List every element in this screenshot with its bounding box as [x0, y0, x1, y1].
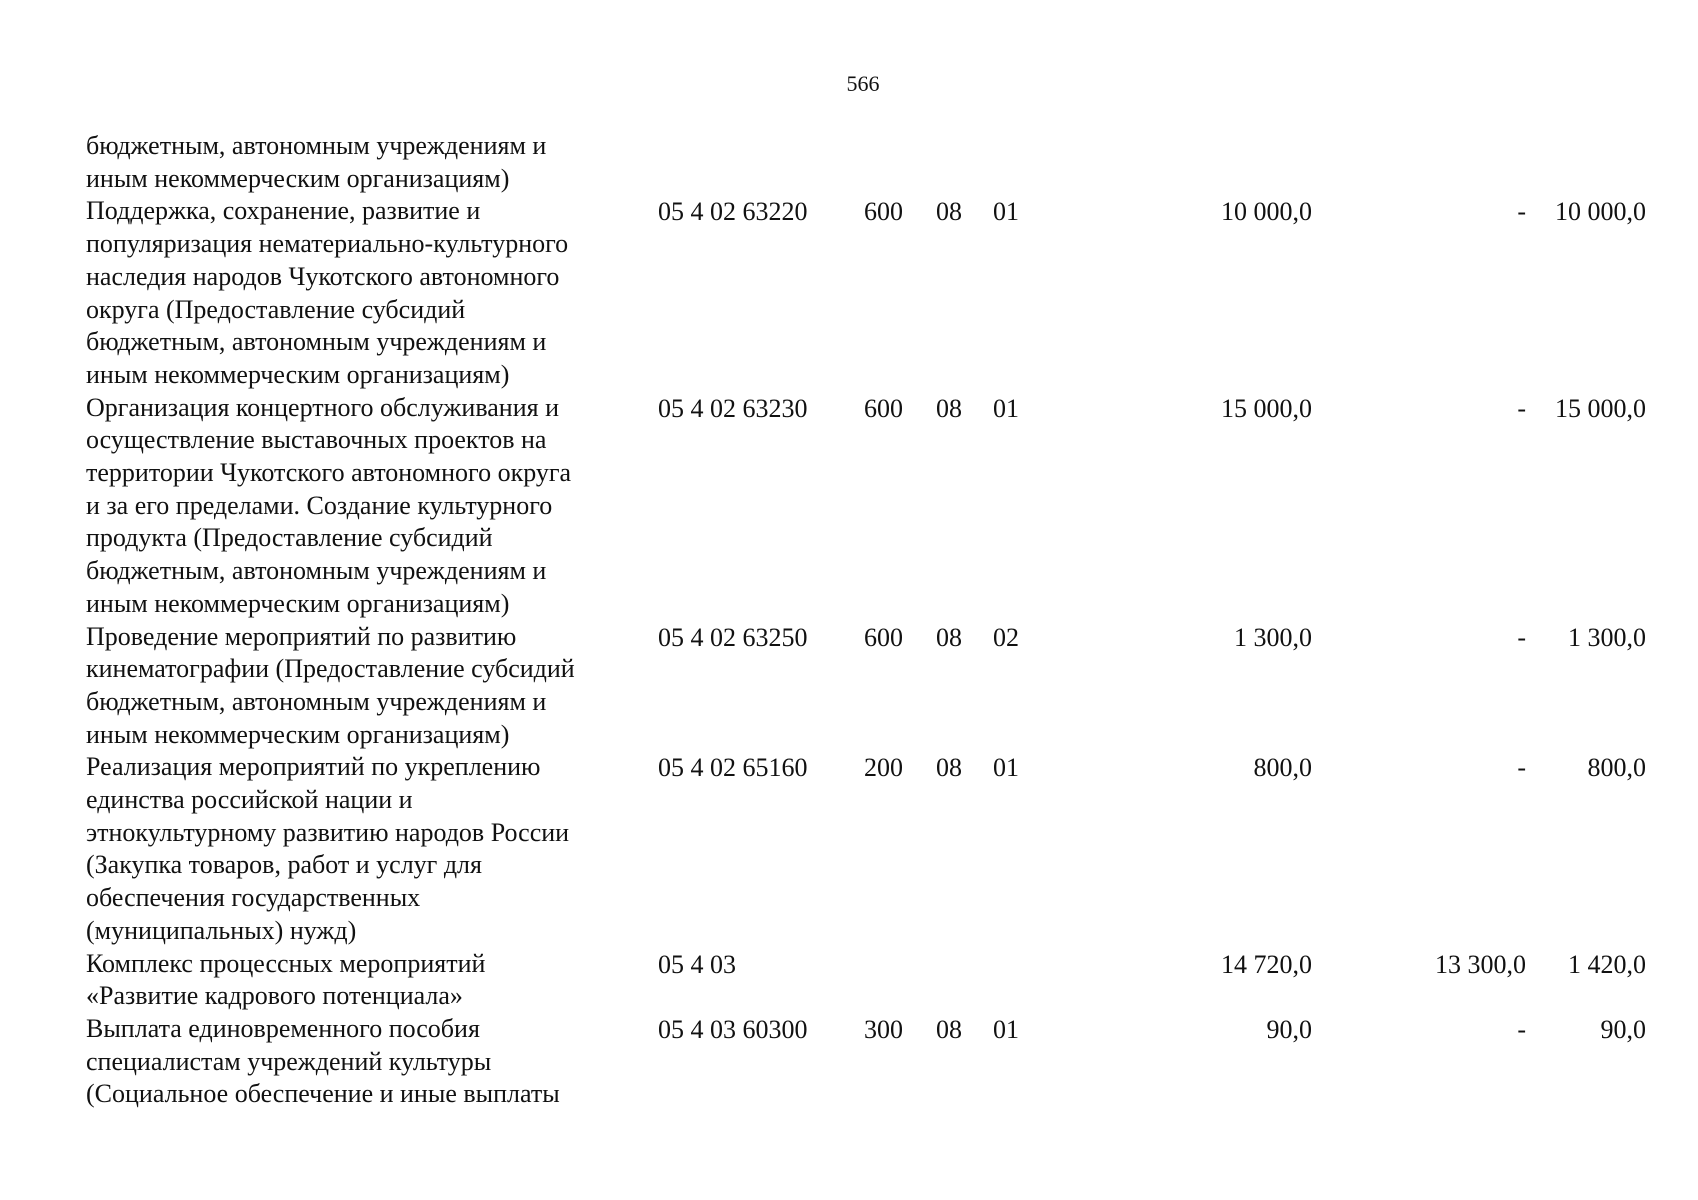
- row-target-code: 05 4 03 60300: [658, 1014, 808, 1044]
- row-subsection: 02: [993, 622, 1019, 652]
- row-target-code: 05 4 02 63250: [658, 622, 808, 652]
- row-subsection: 01: [993, 753, 1019, 783]
- row-target-code: 05 4 02 65160: [658, 753, 808, 783]
- row-expense-type: 300: [864, 1014, 903, 1044]
- row-description: Выплата единовременного пособия специалистам учреждений культуры (Социальное обеспечение и иные выплаты: [86, 1013, 560, 1109]
- row-total-amount: 90,0: [1266, 1014, 1312, 1044]
- row-federal-amount: -: [1517, 197, 1526, 227]
- row-section: 08: [936, 622, 962, 652]
- row-total-amount: 1 300,0: [1234, 622, 1312, 652]
- row-federal-amount: -: [1517, 753, 1526, 783]
- row-regional-amount: 1 420,0: [1568, 949, 1646, 979]
- row-description: Поддержка, сохранение, развитие и популяризация нематериально-культурного наследия народов Чукотского автономного округа (Предоставление субсидий бюджетным, автономным учреждениям и иным некоммерческим организациям): [86, 196, 569, 389]
- row-section: 08: [936, 1014, 962, 1044]
- row-total-amount: 14 720,0: [1221, 949, 1312, 979]
- row-expense-type: 200: [864, 753, 903, 783]
- row-target-code: 05 4 03: [658, 949, 736, 979]
- table-row: [86, 948, 1646, 1013]
- row-subsection: 01: [993, 393, 1019, 423]
- row-description: Комплекс процессных мероприятий «Развитие кадрового потенциала»: [86, 948, 486, 1011]
- row-regional-amount: 1 300,0: [1568, 622, 1646, 652]
- row-regional-amount: 90,0: [1600, 1014, 1646, 1044]
- row-federal-amount: 13 300,0: [1435, 949, 1526, 979]
- row-subsection: 01: [993, 197, 1019, 227]
- row-section: 08: [936, 393, 962, 423]
- row-target-code: 05 4 02 63220: [658, 197, 808, 227]
- table-row: [86, 621, 1646, 752]
- row-federal-amount: -: [1517, 393, 1526, 423]
- table-row: [86, 392, 1646, 621]
- row-total-amount: 800,0: [1253, 753, 1312, 783]
- table-row: [86, 751, 1646, 947]
- row-target-code: 05 4 02 63230: [658, 393, 808, 423]
- row-description: Организация концертного обслуживания и осуществление выставочных проектов на территории Чукотского автономного округа и за его пределами. Создание культурного продукта (Предоставление субсидий бюджетным, автономным учреждениям и иным некоммерческим организациям): [86, 392, 572, 618]
- row-description: бюджетным, автономным учреждениям и иным некоммерческим организациям): [86, 131, 547, 193]
- row-total-amount: 10 000,0: [1221, 197, 1312, 227]
- row-subsection: 01: [993, 1014, 1019, 1044]
- row-regional-amount: 15 000,0: [1555, 393, 1646, 423]
- table-row: [86, 1013, 1646, 1111]
- table-row: [86, 195, 1646, 391]
- row-expense-type: 600: [864, 393, 903, 423]
- row-expense-type: 600: [864, 197, 903, 227]
- page-number: 566: [846, 71, 880, 96]
- row-section: 08: [936, 197, 962, 227]
- row-regional-amount: 800,0: [1587, 753, 1646, 783]
- row-description: Проведение мероприятий по развитию кинематографии (Предоставление субсидий бюджетным, автономным учреждениям и иным некоммерческим организациям): [86, 621, 575, 749]
- budget-table: [86, 130, 1646, 1111]
- row-regional-amount: 10 000,0: [1555, 197, 1646, 227]
- row-section: 08: [936, 753, 962, 783]
- row-expense-type: 600: [864, 622, 903, 652]
- row-federal-amount: -: [1517, 1014, 1526, 1044]
- table-row: [86, 130, 1646, 195]
- row-description: Реализация мероприятий по укреплению единства российской нации и этнокультурному развитию народов России (Закупка товаров, работ и услуг для обеспечения государственных (муниципальных) нужд): [86, 752, 570, 945]
- row-total-amount: 15 000,0: [1221, 393, 1312, 423]
- row-federal-amount: -: [1517, 622, 1526, 652]
